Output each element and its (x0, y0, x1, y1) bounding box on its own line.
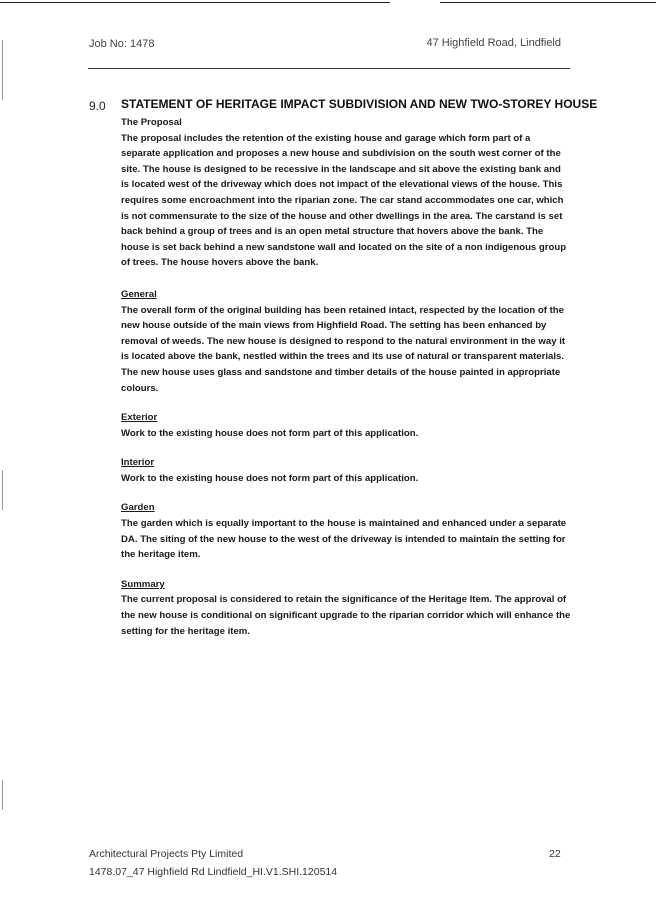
section-number: 9.0 (89, 99, 106, 113)
summary-heading: Summary (121, 578, 165, 590)
interior-text: Work to the existing house does not form part of this application. (121, 472, 419, 484)
proposal-heading: The Proposal (121, 117, 182, 128)
general-block (121, 287, 571, 396)
scan-edge-mark (2, 470, 3, 510)
garden-block (121, 500, 571, 562)
exterior-text: Work to the existing house does not form part of this application. (121, 427, 419, 439)
scan-edge-mark (2, 40, 3, 100)
footer-company: Architectural Projects Pty Limited (89, 848, 244, 860)
general-text: The overall form of the original building has been retained intact, respected by the location of the new house outside of the main views from Highfield Road. The setting has been enhanced by removal of weeds. The new house is designed to respond to the natural environment in the way it is located above the bank, nestled within the trees and its use of natural or transparent materials. The new house uses glass and sandstone and timber details of the house painted in appropriate colours. (121, 304, 566, 394)
document-body (121, 115, 571, 639)
page-number: 22 (549, 848, 561, 860)
header-address: 47 Highfield Road, Lindfield (426, 37, 561, 49)
section-title: STATEMENT OF HERITAGE IMPACT SUBDIVISION AND NEW TWO-STOREY HOUSE (121, 97, 598, 111)
header-divider (88, 68, 570, 69)
scan-edge-mark (2, 780, 3, 810)
exterior-heading: Exterior (121, 412, 158, 424)
scan-top-rule (0, 2, 390, 3)
summary-block (121, 577, 571, 639)
interior-heading: Interior (121, 457, 155, 469)
general-heading: General (121, 288, 157, 300)
garden-text: The garden which is equally important to the house is maintained and enhanced under a separate DA. The siting of the new house to the west of the driveway is intended to maintain the setting for the heritage item. (121, 518, 567, 561)
proposal-text: The proposal includes the retention of the existing house and garage which form part of a separate application and proposes a new house and subdivision on the south west corner of the site. The house is designed to be recessive in the landscape and sit above the existing bank and is located west of the driveway which does not impact of the elevational views of the house. This requires some encroachment into the riparian zone. The car stand accommodates one car, which is not commensurate to the size of the house and other dwellings in the area. The carstand is set back behind a group of trees and is an open metal structure that hovers above the bank. The house is set back behind a new sandstone wall and located on the site of a non indigenous group of trees. The house hovers above the bank. (121, 132, 567, 269)
job-number: Job No: 1478 (89, 38, 155, 50)
footer-file-reference: 1478.07_47 Highfield Rd Lindfield_HI.V1.SHI.120514 (89, 866, 338, 878)
scan-top-rule-right (440, 2, 656, 3)
proposal-block (121, 115, 571, 271)
exterior-block (121, 410, 571, 441)
garden-heading: Garden (121, 502, 155, 514)
interior-block (121, 455, 571, 486)
summary-text: The current proposal is considered to retain the significance of the Heritage Item. The approval of the new house is conditional on significant upgrade to the riparian corridor which will enhance the setting for the heritage item. (121, 594, 571, 637)
